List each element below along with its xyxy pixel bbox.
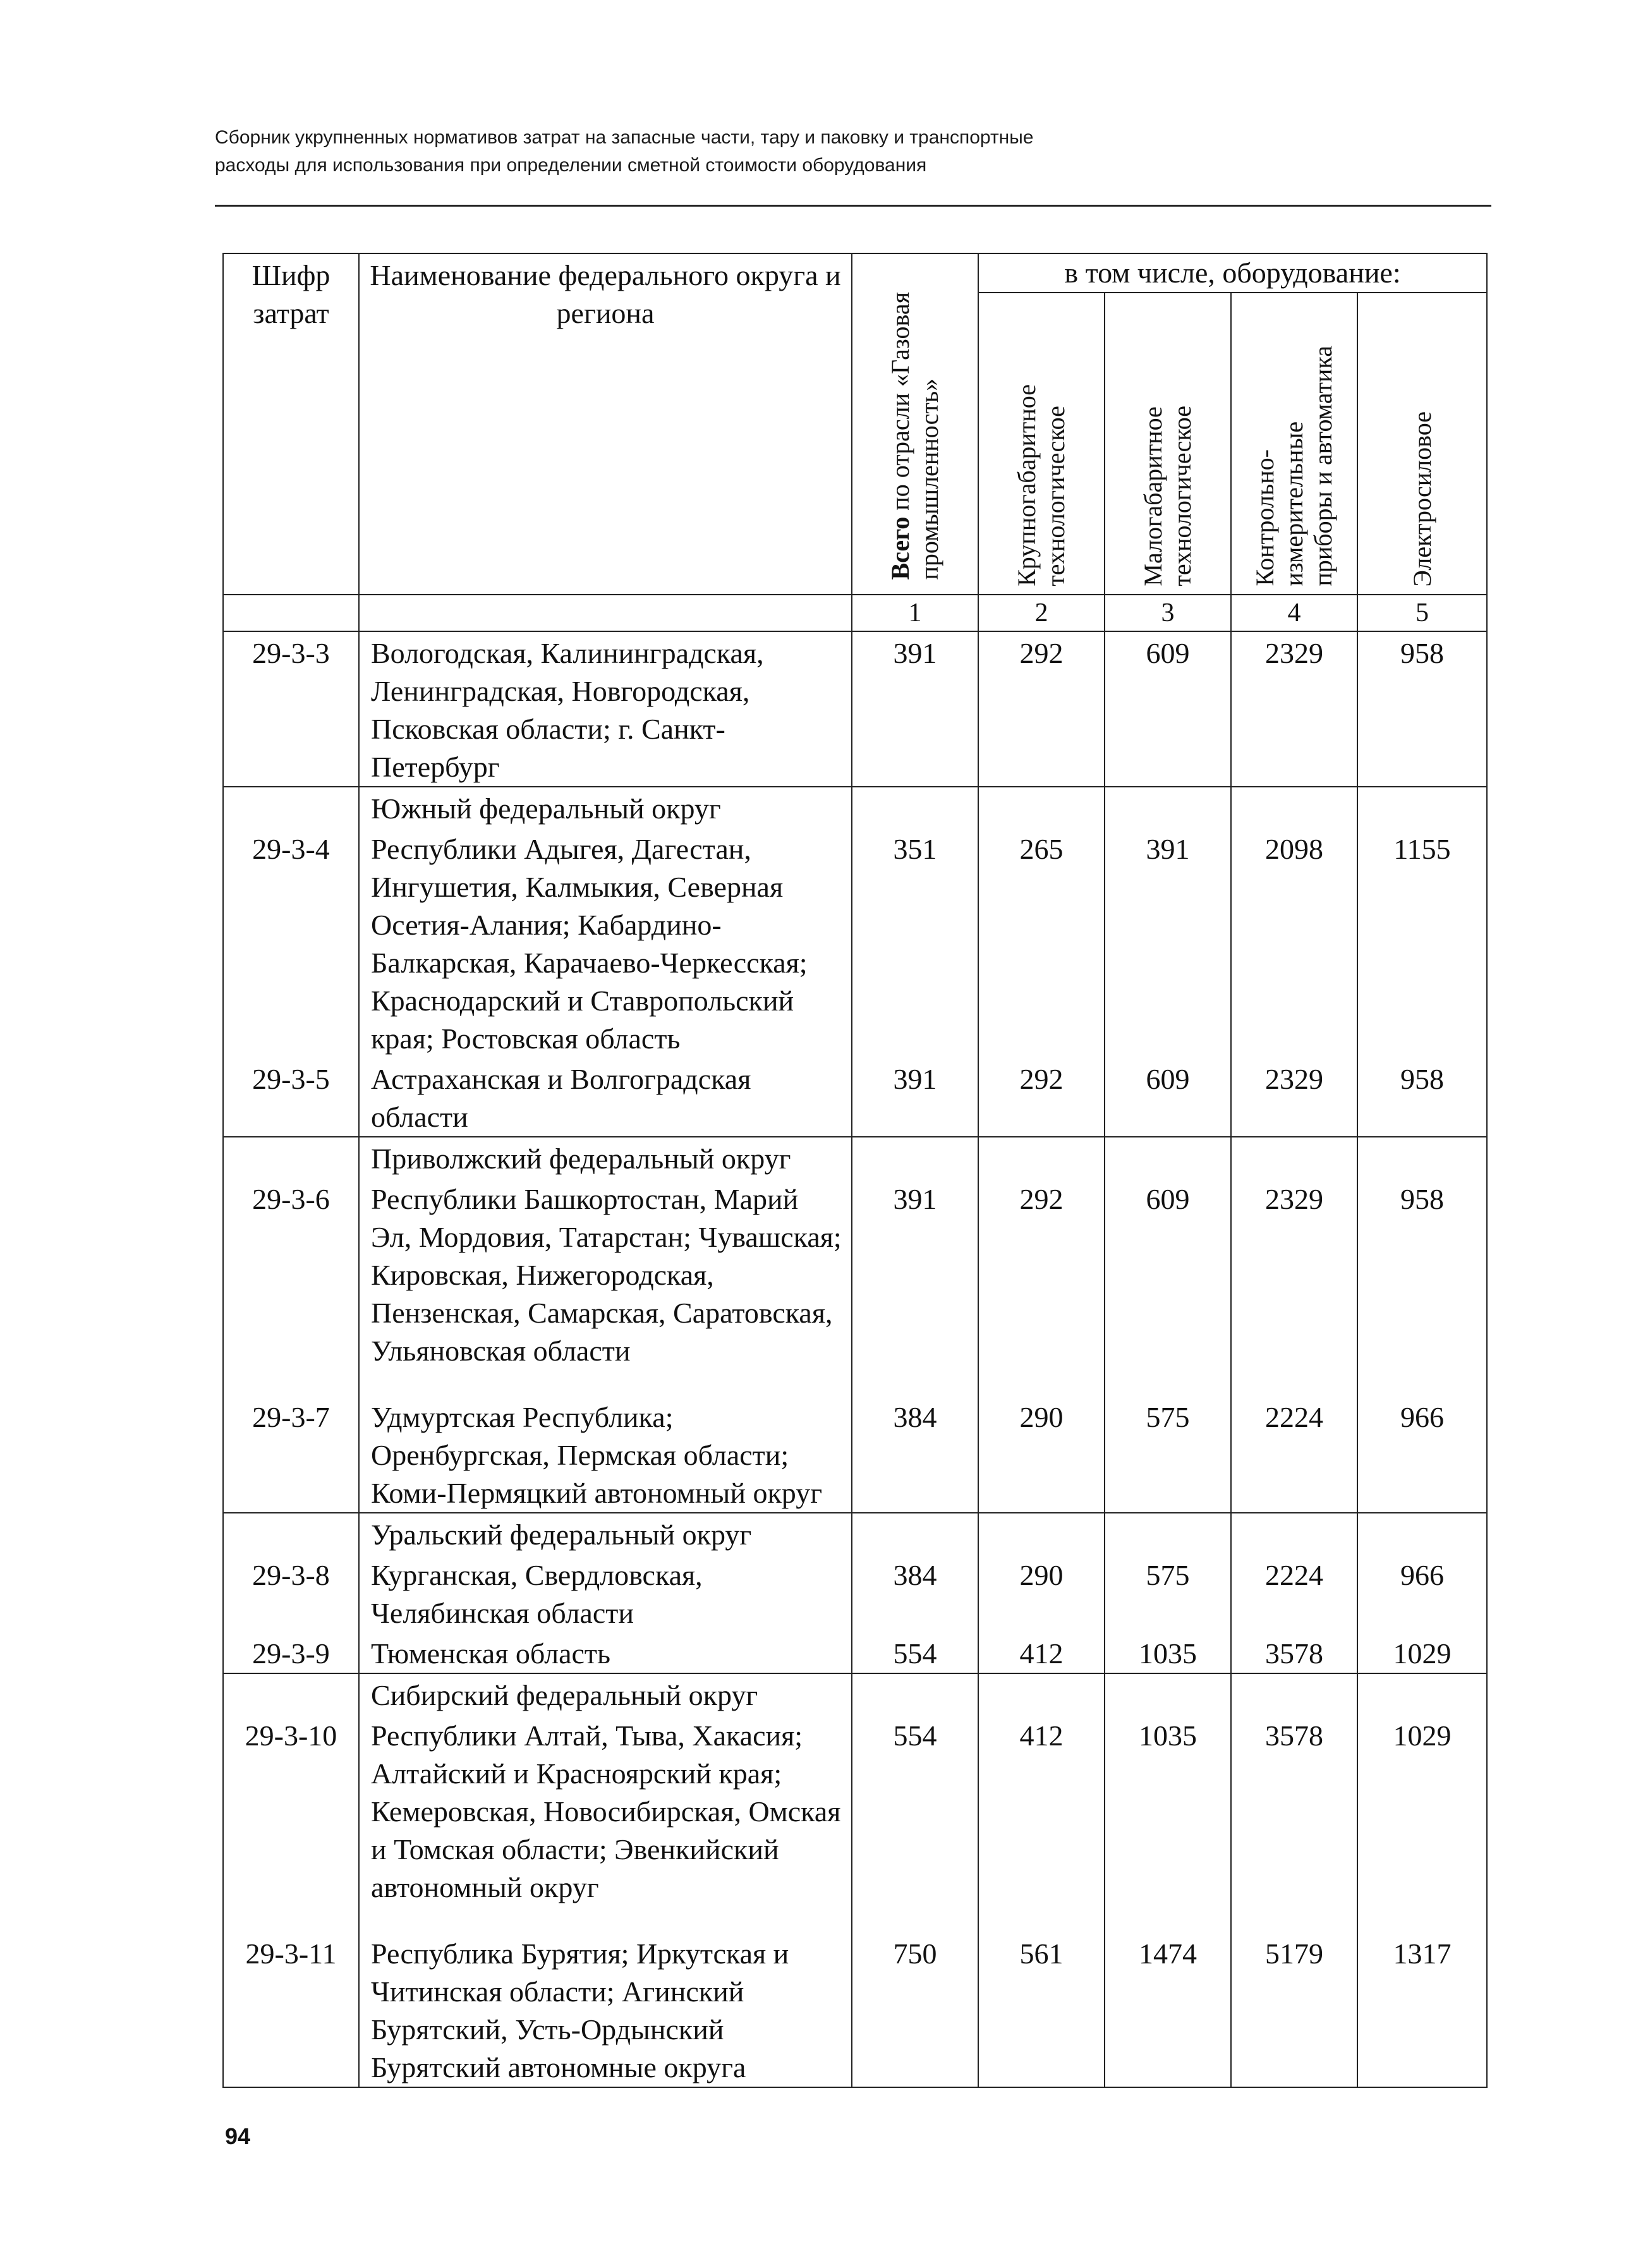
row-value: 2098 (1231, 828, 1357, 1058)
column-number: 3 (1105, 595, 1231, 631)
row-region: Вологодская, Калининградская, Ленинградская, Новгородская, Псковская области; г. Санкт-Петербург (359, 631, 852, 787)
row-region: Республики Адыгея, Дагестан, Ингушетия, Калмыкия, Северная Осетия-Алания; Кабардино-Балкарская, Карачаево-Черкесская; Краснодарский и Ставропольский края; Ростовская область (359, 828, 852, 1058)
row-value: 966 (1357, 1396, 1487, 1513)
row-value: 5179 (1231, 1932, 1357, 2087)
district-row (223, 787, 1487, 828)
row-code: 29-3-10 (223, 1714, 359, 1932)
header-line-2: расходы для использования при определении сметной стоимости оборудования (215, 155, 927, 176)
col-header-total-bold: Всего (886, 517, 914, 580)
page-number: 94 (225, 2123, 251, 2149)
col-header-electric (1357, 293, 1487, 595)
district-row (223, 1137, 1487, 1178)
row-code: 29-3-11 (223, 1932, 359, 2087)
col-header-total-rest: по отрасли «Газовая промышленность» (886, 292, 943, 580)
row-value: 750 (852, 1932, 978, 2087)
district-title: Уральский федеральный округ (359, 1513, 852, 1554)
row-value: 575 (1105, 1396, 1231, 1513)
district-title: Южный федеральный округ (359, 787, 852, 828)
table-row (223, 1554, 1487, 1632)
row-value: 292 (978, 631, 1105, 787)
row-value: 2329 (1231, 1178, 1357, 1396)
row-value: 2329 (1231, 1058, 1357, 1137)
col-header-name: Наименование федерального округа и региона (359, 253, 852, 595)
row-value: 1317 (1357, 1932, 1487, 2087)
col-header-large-text: Крупногабаритное технологическое (1012, 384, 1070, 586)
row-code: 29-3-5 (223, 1058, 359, 1137)
row-value: 1029 (1357, 1632, 1487, 1673)
row-code: 29-3-7 (223, 1396, 359, 1513)
table-row (223, 828, 1487, 1058)
row-value: 391 (852, 1178, 978, 1396)
table-row (223, 1396, 1487, 1513)
column-number: 5 (1357, 595, 1487, 631)
column-number: 1 (852, 595, 978, 631)
column-number: 4 (1231, 595, 1357, 631)
row-value: 1035 (1105, 1632, 1231, 1673)
row-region: Республики Алтай, Тыва, Хакасия; Алтайский и Красноярский края; Кемеровская, Новосибирская, Омская и Томская области; Эвенкийский автономный округ (359, 1714, 852, 1932)
table-row (223, 1632, 1487, 1673)
col-header-large (978, 293, 1105, 595)
row-value: 609 (1105, 1178, 1231, 1396)
district-title: Приволжский федеральный округ (359, 1137, 852, 1178)
header-line-1: Сборник укрупненных нормативов затрат на запасные части, тару и паковку и транспортные (215, 127, 1034, 148)
table-row (223, 1058, 1487, 1137)
row-value: 292 (978, 1058, 1105, 1137)
row-value: 609 (1105, 1058, 1231, 1137)
col-header-electric-text: Электросиловое (1407, 411, 1436, 586)
row-value: 609 (1105, 631, 1231, 787)
row-value: 391 (852, 631, 978, 787)
row-value: 1029 (1357, 1714, 1487, 1932)
row-value: 2224 (1231, 1396, 1357, 1513)
row-region: Тюменская область (359, 1632, 852, 1673)
row-value: 575 (1105, 1554, 1231, 1632)
col-header-instruments (1231, 293, 1357, 595)
row-value: 290 (978, 1554, 1105, 1632)
row-value: 290 (978, 1396, 1105, 1513)
row-value: 554 (852, 1714, 978, 1932)
row-value: 3578 (1231, 1632, 1357, 1673)
row-value: 412 (978, 1632, 1105, 1673)
col-header-instruments-text: Контрольно- измерительные приборы и автоматика (1251, 346, 1337, 586)
col-header-small-text: Малогабаритное технологическое (1139, 406, 1196, 586)
row-code: 29-3-6 (223, 1178, 359, 1396)
row-code: 29-3-8 (223, 1554, 359, 1632)
row-value: 2329 (1231, 631, 1357, 787)
row-value: 265 (978, 828, 1105, 1058)
column-number: 2 (978, 595, 1105, 631)
col-header-code: Шифр затрат (223, 253, 359, 595)
row-code: 29-3-3 (223, 631, 359, 787)
row-value: 3578 (1231, 1714, 1357, 1932)
table-row (223, 631, 1487, 787)
district-row (223, 1673, 1487, 1714)
district-row (223, 1513, 1487, 1554)
row-value: 958 (1357, 631, 1487, 787)
district-title: Сибирский федеральный округ (359, 1673, 852, 1714)
row-code: 29-3-9 (223, 1632, 359, 1673)
row-value: 384 (852, 1554, 978, 1632)
row-value: 412 (978, 1714, 1105, 1932)
row-value: 384 (852, 1396, 978, 1513)
row-region: Республики Башкортостан, Марий Эл, Мордовия, Татарстан; Чувашская; Кировская, Нижегородская, Пензенская, Самарская, Саратовская, Ульяновская области (359, 1178, 852, 1396)
cost-norms-table (222, 253, 1488, 2088)
col-header-small (1105, 293, 1231, 595)
row-value: 2224 (1231, 1554, 1357, 1632)
row-region: Удмуртская Республика; Оренбургская, Пермская области; Коми-Пермяцкий автономный округ (359, 1396, 852, 1513)
row-value: 958 (1357, 1058, 1487, 1137)
table-row (223, 1178, 1487, 1396)
col-header-total (852, 253, 978, 595)
row-value: 561 (978, 1932, 1105, 2087)
table-row (223, 1932, 1487, 2087)
row-value: 391 (852, 1058, 978, 1137)
row-value: 966 (1357, 1554, 1487, 1632)
row-value: 1035 (1105, 1714, 1231, 1932)
row-value: 292 (978, 1178, 1105, 1396)
table-row (223, 1714, 1487, 1932)
document-header (215, 124, 1479, 179)
row-value: 554 (852, 1632, 978, 1673)
col-header-group: в том числе, оборудование: (978, 253, 1487, 293)
row-value: 958 (1357, 1178, 1487, 1396)
row-value: 1474 (1105, 1932, 1231, 2087)
column-numbers-row (223, 595, 1487, 631)
header-rule (215, 205, 1491, 207)
row-region: Курганская, Свердловская, Челябинская области (359, 1554, 852, 1632)
row-value: 1155 (1357, 828, 1487, 1058)
row-region: Республика Бурятия; Иркутская и Читинская области; Агинский Бурятский, Усть-Ордынский Бурятский автономные округа (359, 1932, 852, 2087)
row-value: 391 (1105, 828, 1231, 1058)
row-value: 351 (852, 828, 978, 1058)
row-region: Астраханская и Волгоградская области (359, 1058, 852, 1137)
row-code: 29-3-4 (223, 828, 359, 1058)
